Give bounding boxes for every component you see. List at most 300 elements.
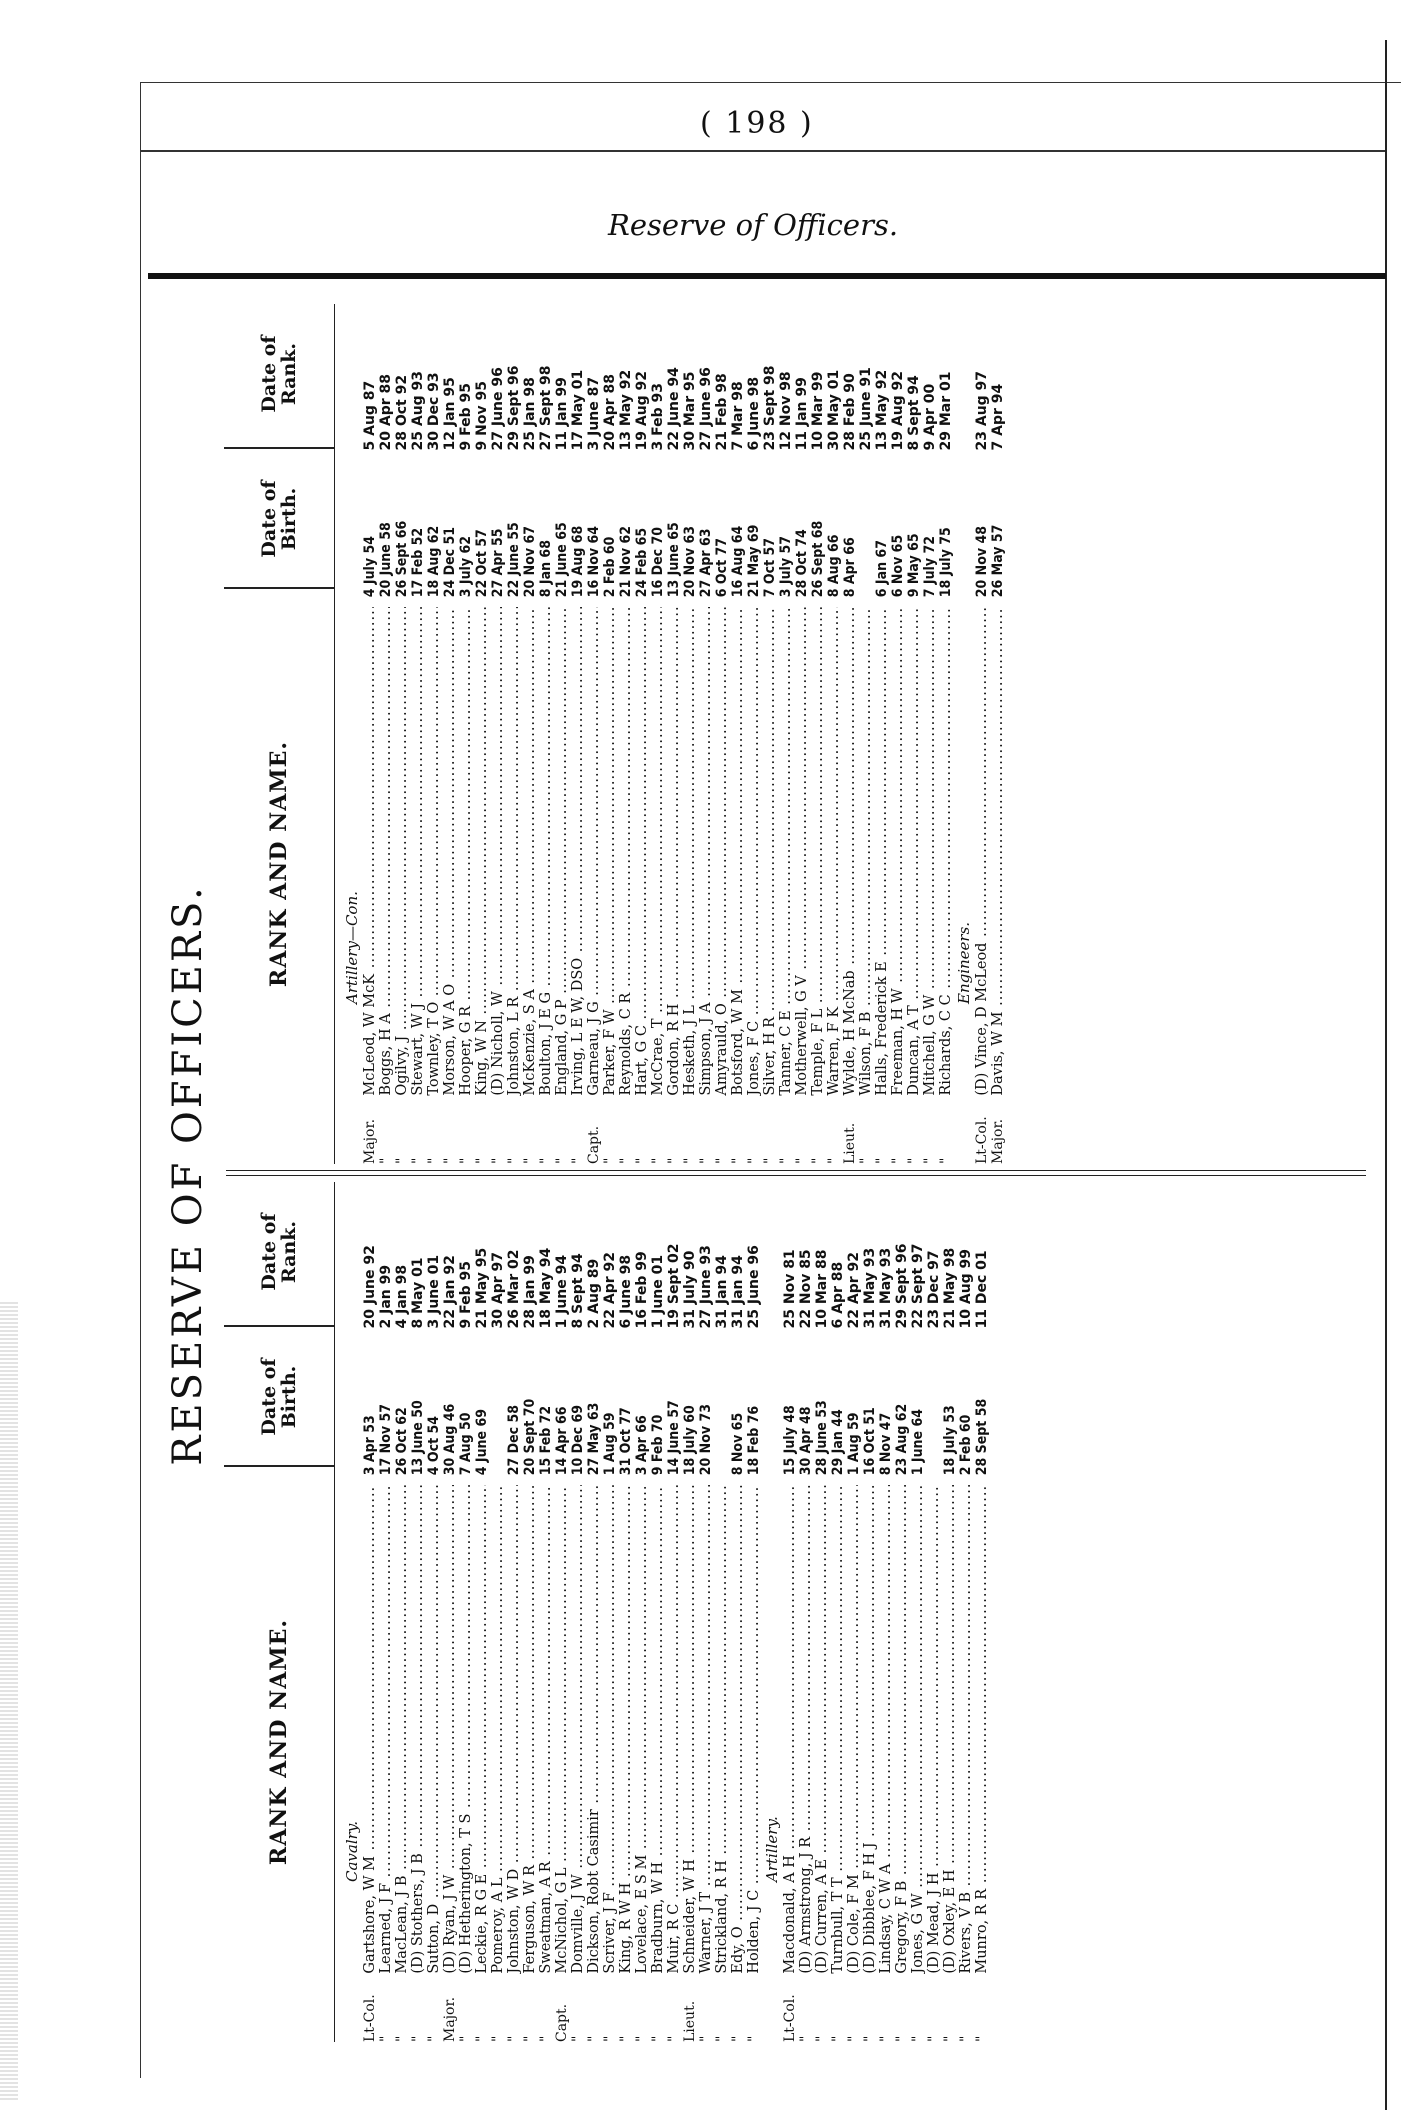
birth-date-cell: 18 July 75 [938,527,954,598]
rank-date-cell: 10 Aug 99 [958,1248,974,1329]
birth-date-cell [490,1339,506,1486]
rank-cell: " [826,1157,842,1164]
birth-date-cell: 2 Feb 60 [602,536,618,598]
birth-date-cell: 6 Nov 65 [890,534,906,598]
rank-cell: " [490,1157,506,1164]
table-row [842,304,858,1164]
rank-date-cell: 13 May 92 [618,369,634,451]
name-cell: McLeod, W McK ..... [362,607,378,1095]
rank-date-cell: 8 May 01 [410,1257,426,1329]
rank-date-cell: 9 Nov 95 [474,381,490,451]
birth-date-cell: 17 Feb 52 [410,527,426,598]
name-cell: Learned, J F ..... [378,1485,394,1973]
rank-date-cell: 9 Feb 95 [458,383,474,451]
table-row [426,304,442,1164]
name-cell: Reynolds, C R ..... [618,607,634,1095]
rank-date-cell: 11 Jan 99 [554,377,570,451]
rank-cell: " [958,2035,974,2042]
name-cell: Bradburn, W H ..... [650,1485,666,1973]
rank-cell: " [730,2035,746,2042]
table-row [682,1182,698,2042]
table-row [846,1182,862,2042]
column-divider [224,1466,334,1468]
rank-cell: " [410,2035,426,2042]
rank-cell: " [874,1157,890,1164]
table-row [942,1182,958,2042]
name-cell: Hart, G C ..... [634,607,650,1095]
birth-date-cell: 18 July 60 [682,1405,698,1476]
rank-date-cell: 3 June 87 [586,376,602,451]
rank-cell: " [618,2035,634,2042]
birth-date-cell: 19 Aug 68 [570,525,586,598]
table-row [362,304,378,1164]
name-cell: Freeman, H W ..... [890,607,906,1095]
rank-cell: " [894,2035,910,2042]
rank-cell: Capt. [554,2003,570,2042]
table-row [826,304,842,1164]
rank-date-cell: 10 Mar 99 [810,371,826,451]
table-row [798,1182,814,2042]
birth-date-cell: 27 Apr 63 [698,528,714,598]
birth-date-cell: 3 Apr 66 [634,1415,650,1476]
rank-date-cell: 31 Jan 94 [730,1255,746,1329]
rank-cell: Lt-Col. [782,1994,798,2042]
table-row [874,304,890,1164]
birth-date-cell: 18 Feb 76 [746,1405,762,1476]
rank-date-cell: 27 June 96 [698,367,714,451]
name-cell: Temple, F L ..... [810,607,826,1095]
table-row [714,1182,730,2042]
rank-date-cell: 8 Sept 94 [906,375,922,451]
birth-date-cell: 10 Dec 69 [570,1404,586,1476]
birth-date-cell: 31 Oct 77 [618,1407,634,1476]
name-cell: Jones, F C ..... [746,607,762,1095]
birth-date-cell: 16 Aug 64 [730,525,746,598]
rank-cell: Lt-Col. [362,1994,378,2042]
birth-date-cell: 21 Nov 62 [618,526,634,598]
rank-cell: " [698,1157,714,1164]
birth-header: Date of Birth. [258,480,300,558]
table-row [778,304,794,1164]
birth-date-cell: 14 Apr 66 [554,1406,570,1476]
table-row [554,304,570,1164]
birth-date-cell: 22 June 55 [506,522,522,598]
table-row [394,304,410,1164]
rank-cell: " [586,2035,602,2042]
column-divider [224,1326,334,1328]
rank-date-cell: 7 Apr 94 [990,383,1006,451]
table-row [666,304,682,1164]
rank-cell: " [798,2035,814,2042]
birth-date-cell: 18 Aug 62 [426,525,442,598]
birth-date-cell: 7 Aug 50 [458,1412,474,1476]
rank-date-cell: 30 Dec 93 [426,372,442,451]
rank-date-cell: 19 Aug 92 [890,370,906,451]
rank-date-cell: 11 Dec 01 [974,1250,990,1329]
table-row [794,304,810,1164]
birth-date-cell: 15 Feb 72 [538,1405,554,1476]
rank-date-cell: 27 June 96 [490,367,506,451]
rank-date-cell: 25 Jan 98 [522,377,538,451]
rank-date-cell: 22 Jan 92 [442,1255,458,1329]
birth-date-cell: 21 May 69 [746,524,762,598]
name-cell: Edy, O ..... [730,1485,746,1973]
birth-date-cell: 27 May 63 [586,1402,602,1476]
rank-date-cell: 19 Aug 92 [634,370,650,451]
rank-date-cell: 25 June 91 [858,367,874,451]
birth-date-cell: 13 June 50 [410,1400,426,1476]
name-cell: Boggs, H A ..... [378,607,394,1095]
birth-date-cell: 6 Jan 67 [874,540,890,598]
name-cell: Holden, J C ..... [746,1485,762,1973]
name-cell: (D) Oxley, E H ..... [942,1485,958,1973]
rank-cell: " [506,2035,522,2042]
birth-date-cell: 6 Oct 77 [714,538,730,598]
birth-date-cell: 13 June 65 [666,522,682,598]
rank-cell: " [938,1157,954,1164]
table-row [490,304,506,1164]
name-cell: Botsford, W M ..... [730,607,746,1095]
rank-date-cell: 3 Feb 93 [650,383,666,451]
section-heading: Cavalry. [343,1820,361,1882]
rank-cell: " [762,1157,778,1164]
birth-date-cell: 22 Oct 57 [474,529,490,598]
birth-date-cell [858,461,874,608]
birth-date-cell: 20 Nov 48 [974,526,990,598]
table-row [974,1182,990,2042]
name-cell: (D) Ryan, J W ..... [442,1485,458,1973]
table-row [746,1182,762,2042]
rank-cell: " [858,1157,874,1164]
table-row [602,1182,618,2042]
birth-date-cell: 9 Feb 70 [650,1414,666,1476]
birth-date-cell: 27 Dec 58 [506,1404,522,1476]
rank-cell: " [746,2035,762,2042]
table-row [378,304,394,1164]
table-row [682,304,698,1164]
birth-date-cell: 1 June 64 [910,1409,926,1476]
name-cell: (D) Stothers, J B ..... [410,1485,426,1973]
name-cell: (D) Cole, F M ..... [846,1485,862,1973]
table-row [618,304,634,1164]
rank-date-cell: 23 Sept 98 [762,365,778,451]
name-cell: (D) Vince, D McLeod ..... [974,607,990,1095]
right-table-body [342,304,1006,1164]
birth-date-cell: 23 Aug 62 [894,1403,910,1476]
right-table [224,304,1364,1164]
table-row [906,304,922,1164]
birth-date-cell: 16 Oct 51 [862,1407,878,1476]
birth-date-cell: 20 June 58 [378,522,394,598]
rank-cell: " [910,2035,926,2042]
name-cell: Leckie, R G E ..... [474,1485,490,1973]
rank-date-cell: 2 Jan 99 [378,1264,394,1329]
rank-cell: " [394,1157,410,1164]
table-row [378,1182,394,2042]
birth-date-cell: 18 July 53 [942,1405,958,1476]
birth-date-cell: 1 Aug 59 [602,1412,618,1476]
table-row [730,304,746,1164]
section-heading: Engineers. [955,921,973,1004]
table-row [474,1182,490,2042]
table-row [974,304,990,1164]
name-cell: Ogilvy, J ..... [394,607,410,1095]
name-cell: Parker, F W ..... [602,607,618,1095]
table-row [602,304,618,1164]
birth-date-cell: 20 Nov 63 [682,526,698,598]
rank-cell: " [778,1157,794,1164]
rank-date-cell: 20 Apr 88 [378,374,394,451]
name-cell: Turnbull, T T ..... [830,1485,846,1973]
rank-cell: " [538,2035,554,2042]
name-cell: McKenzie, S A ..... [522,607,538,1095]
name-cell: Domville, J W ..... [570,1485,586,1973]
table-row [782,1182,798,2042]
rank-date-cell: 7 Mar 98 [730,381,746,451]
name-cell: McCrae, T ..... [650,607,666,1095]
table-row [730,1182,746,2042]
table-title: RESERVE OF OFFICERS. [165,884,211,1466]
table-row [698,304,714,1164]
name-cell: Wilson, F B ..... [858,607,874,1095]
name-cell: Scriver, J F ..... [602,1485,618,1973]
name-cell: Johnston, W D ..... [506,1485,522,1973]
name-cell: England, G P ..... [554,607,570,1095]
name-cell: MacLean, J B ..... [394,1485,410,1973]
rank-cell: " [538,1157,554,1164]
birth-date-cell: 8 Apr 66 [842,537,858,598]
rank-cell: " [942,2035,958,2042]
rank-cell: " [378,1157,394,1164]
name-cell: Macdonald, A H ..... [782,1485,798,1973]
table-row [362,1182,378,2042]
table-row [746,304,762,1164]
rank-cell: " [474,2035,490,2042]
table-row [426,1182,442,2042]
table-row [522,1182,538,2042]
rank-cell: " [410,1157,426,1164]
rank-cell: " [878,2035,894,2042]
rank-cell: " [682,1157,698,1164]
name-cell: Irving, L E W, DSO ..... [570,607,586,1095]
table-row [650,304,666,1164]
name-cell: Motherwell, G V ..... [794,607,810,1095]
rank-cell: " [730,1157,746,1164]
page-right-border [1385,40,1387,2110]
rank-date-cell: 16 Feb 99 [634,1251,650,1329]
birth-date-cell: 16 Dec 70 [650,526,666,598]
name-cell: Gregory, F B ..... [894,1485,910,1973]
name-cell: Lindsay, C W A ..... [878,1485,894,1973]
scan-edge-shadow [0,1300,18,2100]
name-cell: King, W N ..... [474,607,490,1095]
rank-cell: " [714,1157,730,1164]
birth-date-cell: 27 Apr 55 [490,528,506,598]
thick-rule [148,273,1386,279]
name-cell: Simpson, J A ..... [698,607,714,1095]
rank-date-cell: 31 May 93 [862,1247,878,1329]
rank-date-cell: 12 Jan 95 [442,377,458,451]
birth-date-cell: 2 Feb 60 [958,1414,974,1476]
birth-date-cell: 28 Sept 58 [974,1398,990,1476]
rank-date-cell: 6 Apr 88 [830,1261,846,1329]
rank-name-header: RANK AND NAME. [266,1618,292,1866]
section-heading: Artillery. [763,1816,781,1882]
rank-cell: " [862,2035,878,2042]
name-cell: Dickson, Robt Casimir ..... [586,1485,602,1973]
birth-date-cell: 15 July 48 [782,1405,798,1476]
name-cell: Schneider, W H ..... [682,1485,698,1973]
birth-date-cell: 26 Sept 66 [394,520,410,598]
name-cell: Lovelace, E S M ..... [634,1485,650,1973]
table-row [474,304,490,1164]
birth-date-cell: 26 Sept 68 [810,520,826,598]
rank-date-cell: 18 May 94 [538,1247,554,1329]
name-cell: Warner, J T ..... [698,1485,714,1973]
table-row [926,1182,942,2042]
birth-date-cell: 4 Oct 54 [426,1416,442,1476]
rank-cell: " [490,2035,506,2042]
table-row [862,1182,878,2042]
rank-date-cell: 31 Jan 94 [714,1255,730,1329]
table-row [522,304,538,1164]
name-cell: Sweatman, A R ..... [538,1485,554,1973]
rank-cell: " [618,1157,634,1164]
rank-cell: Lieut. [682,2000,698,2042]
birth-date-cell: 9 May 65 [906,533,922,598]
birth-date-cell: 29 Jan 44 [830,1409,846,1476]
rank-cell: " [458,1157,474,1164]
left-table-body [342,1182,990,2042]
rank-cell: " [426,1157,442,1164]
rank-cell: " [794,1157,810,1164]
rank-date-cell: 29 Sept 96 [506,365,522,451]
table-row [442,304,458,1164]
name-cell: Boulton, J E G ..... [538,607,554,1095]
rank-date-cell: 22 Apr 92 [846,1252,862,1329]
rank-cell: Lieut. [842,1122,858,1164]
rank-cell: " [554,1157,570,1164]
table-row [586,1182,602,2042]
table-row [910,1182,926,2042]
rank-date-cell: 3 June 01 [426,1254,442,1329]
birth-date-cell: 3 Apr 53 [362,1415,378,1476]
rank-cell: " [746,1157,762,1164]
rank-cell: " [378,2035,394,2042]
birth-date-cell [926,1339,942,1486]
name-cell: Hooper, G R ..... [458,607,474,1095]
birth-date-cell: 28 June 53 [814,1400,830,1476]
rank-date-cell: 22 Sept 97 [910,1243,926,1329]
birth-date-cell: 20 Nov 73 [698,1404,714,1476]
rank-date-cell: 19 Sept 02 [666,1243,682,1329]
birth-header: Date of Birth. [258,1358,300,1436]
table-row [458,1182,474,2042]
table-row [538,1182,554,2042]
rank-cell: " [570,2035,586,2042]
name-cell: Morson, W A O ..... [442,607,458,1095]
name-cell: Duncan, A T ..... [906,607,922,1095]
column-divider [224,448,334,450]
rank-date-cell: 25 June 96 [746,1245,762,1329]
rank-date-header: Date of Rank. [258,1213,300,1291]
rank-cell: " [810,1157,826,1164]
rank-date-cell: 17 May 01 [570,369,586,451]
birth-date-cell: 26 Oct 62 [394,1407,410,1476]
rank-date-cell: 1 June 94 [554,1254,570,1329]
table-row [634,1182,650,2042]
name-cell: Warren, F K ..... [826,607,842,1095]
rank-cell: " [814,2035,830,2042]
rank-date-cell: 6 June 98 [746,376,762,451]
rank-cell: " [906,1157,922,1164]
rank-cell: Major. [442,1996,458,2042]
table-row [442,1182,458,2042]
rank-date-cell: 27 June 93 [698,1245,714,1329]
rank-date-cell: 28 Jan 99 [522,1255,538,1329]
name-cell: Amyrauld, O ..... [714,607,730,1095]
rank-date-cell: 10 Mar 88 [814,1249,830,1329]
table-row [490,1182,506,2042]
birth-date-cell: 20 Nov 67 [522,526,538,598]
table-row [958,1182,974,2042]
name-cell: Johnston, L R ..... [506,607,522,1095]
table-row [922,304,938,1164]
rank-cell: Lt-Col. [974,1116,990,1164]
rank-cell: " [394,2035,410,2042]
birth-date-cell: 8 Aug 66 [826,534,842,598]
right-table-headers [224,304,335,1164]
name-cell: Jones, G W ..... [910,1485,926,1973]
rank-date-cell: 12 Nov 98 [778,371,794,451]
birth-date-cell: 24 Feb 65 [634,527,650,598]
rank-date-cell: 4 Jan 98 [394,1264,410,1329]
table-row [714,304,730,1164]
rank-cell: " [506,1157,522,1164]
section-heading: Artillery—Con. [343,891,361,1004]
birth-date-cell: 7 July 72 [922,536,938,598]
table-row [634,304,650,1164]
table-row [618,1182,634,2042]
table-row [506,1182,522,2042]
birth-date-cell: 8 Nov 47 [878,1412,894,1476]
name-cell: Hesketh, J L ..... [682,607,698,1095]
rank-date-cell: 22 June 94 [666,367,682,451]
name-cell: Mitchell, G W ..... [922,607,938,1095]
rank-date-cell: 22 Nov 85 [798,1249,814,1329]
rank-cell: " [714,2035,730,2042]
rank-cell: " [602,2035,618,2042]
rank-date-cell: 30 Apr 97 [490,1252,506,1329]
rank-date-cell: 21 Feb 98 [714,373,730,451]
rank-cell: " [922,1157,938,1164]
rank-cell: " [974,2035,990,2042]
name-cell: McNichol, G L ..... [554,1485,570,1973]
table-row [506,304,522,1164]
birth-date-cell: 30 Apr 48 [798,1406,814,1476]
name-cell: Gartshore, W M ..... [362,1485,378,1973]
rank-date-cell: 23 Aug 97 [974,370,990,451]
rank-date-cell: 13 May 92 [874,369,890,451]
name-cell: Ferguson, W R ..... [522,1485,538,1973]
birth-date-cell: 16 Nov 64 [586,526,602,598]
rank-date-cell: 31 May 93 [878,1247,894,1329]
table-row [666,1182,682,2042]
page-number: ( 198 ) [700,106,814,141]
rank-date-header: Date of Rank. [258,335,300,413]
birth-date-cell: 21 June 65 [554,522,570,598]
birth-date-cell: 24 Dec 51 [442,526,458,598]
